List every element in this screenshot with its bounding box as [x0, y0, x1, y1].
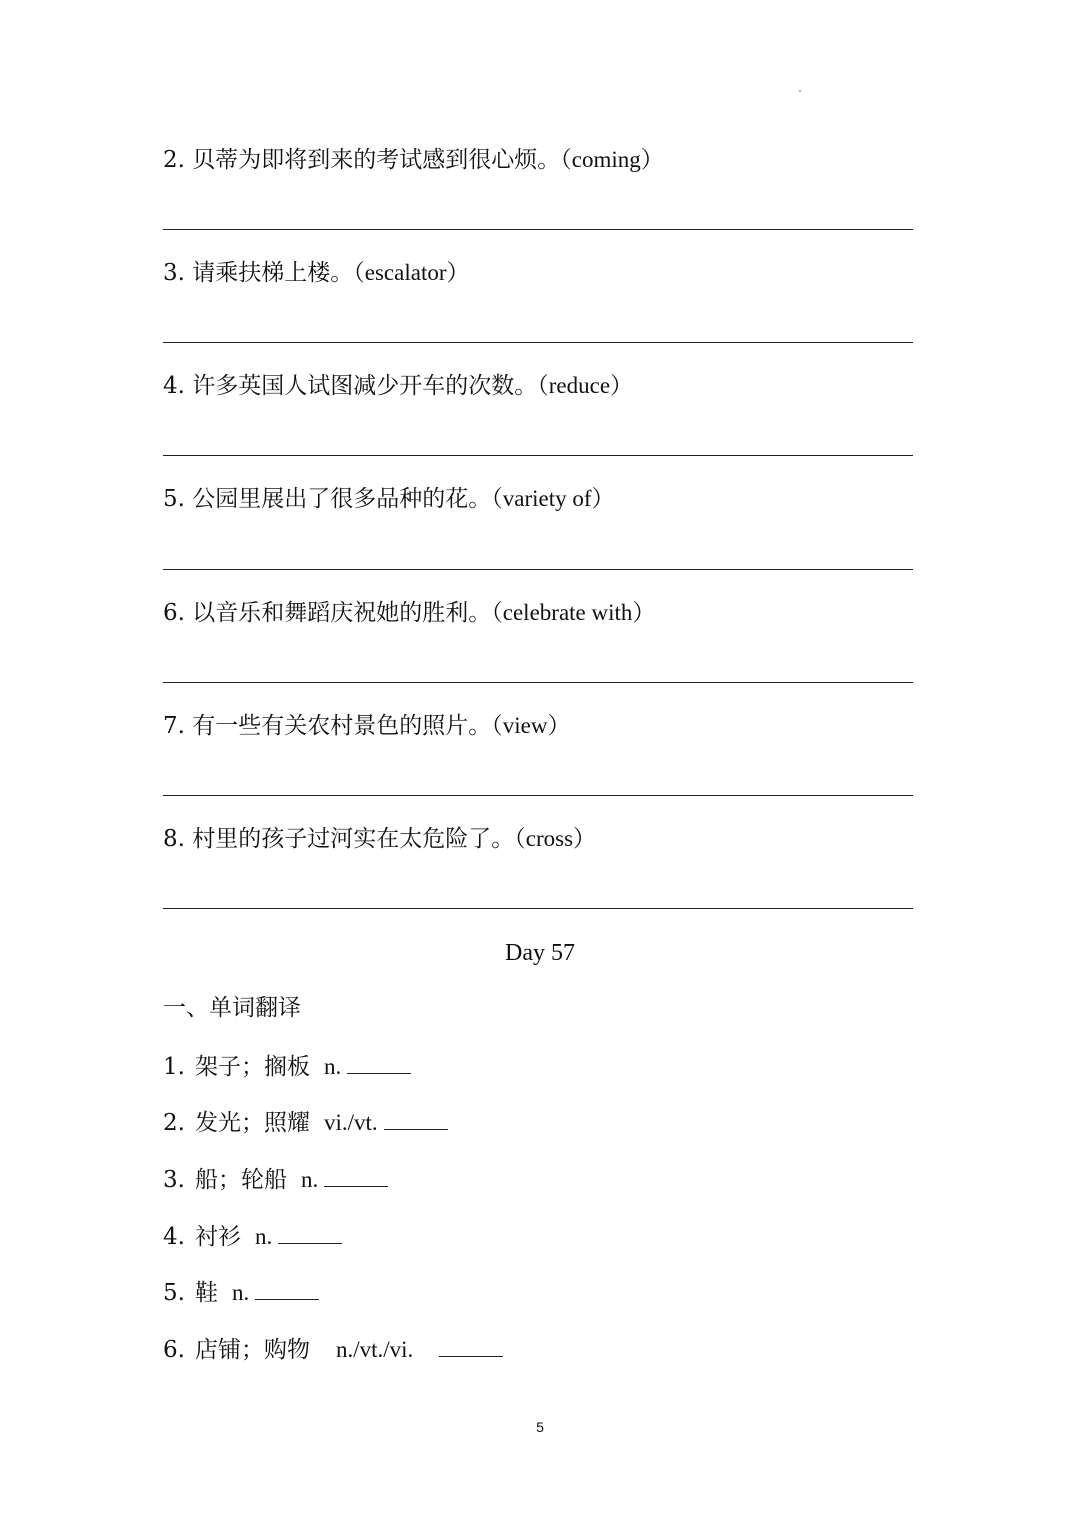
item-number: 4. — [163, 373, 185, 399]
answer-blank[interactable] — [347, 1051, 411, 1074]
item-pos: n. — [231, 1280, 250, 1305]
vocab-item-1 — [163, 1051, 411, 1082]
translation-item-7 — [163, 711, 570, 741]
item-meaning: 店铺；购物 — [194, 1337, 310, 1363]
item-number: 3. — [163, 1167, 185, 1193]
item-meaning: 发光；照耀 — [194, 1110, 310, 1136]
item-meaning: 架子；搁板 — [194, 1054, 310, 1080]
answer-blank[interactable] — [278, 1221, 342, 1244]
item-number: 5. — [163, 486, 185, 512]
item-meaning: 鞋 — [194, 1280, 218, 1306]
item-number: 4. — [163, 1224, 185, 1250]
answer-line[interactable] — [163, 342, 913, 343]
answer-blank[interactable] — [324, 1164, 388, 1187]
item-hint: （celebrate with） — [491, 600, 656, 625]
page-number: 5 — [536, 1419, 544, 1435]
vocab-item-5 — [163, 1277, 319, 1308]
section-heading: 一、单词翻译 — [163, 995, 301, 1021]
item-chinese: 公园里展出了很多品种的花。 — [192, 486, 492, 512]
item-meaning: 衬衫 — [194, 1224, 241, 1250]
item-chinese: 许多英国人试图减少开车的次数。 — [192, 373, 538, 399]
vocab-item-3 — [163, 1164, 388, 1195]
item-hint: （cross） — [514, 826, 597, 851]
item-number: 2. — [163, 1110, 185, 1136]
answer-blank[interactable] — [384, 1107, 448, 1130]
vocab-item-6 — [163, 1334, 503, 1365]
item-number: 1. — [163, 1054, 185, 1080]
item-chinese: 以音乐和舞蹈庆祝她的胜利。 — [192, 600, 492, 626]
item-number: 6. — [163, 600, 185, 626]
item-hint: （coming） — [560, 147, 664, 172]
answer-line[interactable] — [163, 229, 913, 230]
answer-blank[interactable] — [439, 1334, 503, 1357]
item-number: 7. — [163, 713, 185, 739]
translation-item-8 — [163, 824, 596, 854]
translation-item-6 — [163, 598, 655, 628]
item-chinese: 请乘扶梯上楼。 — [192, 260, 354, 286]
translation-item-2 — [163, 145, 664, 175]
item-hint: （variety of） — [491, 486, 615, 511]
answer-line[interactable] — [163, 682, 913, 683]
item-number: 5. — [163, 1280, 185, 1306]
answer-line[interactable] — [163, 795, 913, 796]
item-number: 6. — [163, 1337, 185, 1363]
answer-line[interactable] — [163, 908, 913, 909]
item-number: 8. — [163, 826, 185, 852]
translation-item-5 — [163, 484, 615, 514]
translation-item-3 — [163, 258, 470, 288]
item-number: 3. — [163, 260, 185, 286]
item-pos: n. — [254, 1224, 273, 1249]
item-hint: （escalator） — [353, 260, 470, 285]
day-title: Day 57 — [505, 940, 575, 966]
item-chinese: 村里的孩子过河实在太危险了。 — [192, 826, 515, 852]
translation-item-4 — [163, 371, 633, 401]
answer-line[interactable] — [163, 569, 913, 570]
item-chinese: 有一些有关农村景色的照片。 — [192, 713, 492, 739]
vocab-item-2 — [163, 1107, 448, 1138]
item-chinese: 贝蒂为即将到来的考试感到很心烦。 — [192, 147, 561, 173]
vocab-item-4 — [163, 1221, 342, 1252]
item-pos: n./vt./vi. — [335, 1337, 414, 1362]
item-pos: n. — [323, 1054, 342, 1079]
scan-speck — [799, 90, 801, 92]
item-meaning: 船；轮船 — [194, 1167, 287, 1193]
answer-line[interactable] — [163, 455, 913, 456]
answer-blank[interactable] — [255, 1277, 319, 1300]
item-number: 2. — [163, 147, 185, 173]
item-pos: vi./vt. — [323, 1110, 378, 1135]
item-hint: （reduce） — [537, 373, 634, 398]
item-pos: n. — [300, 1167, 319, 1192]
item-hint: （view） — [491, 713, 571, 738]
